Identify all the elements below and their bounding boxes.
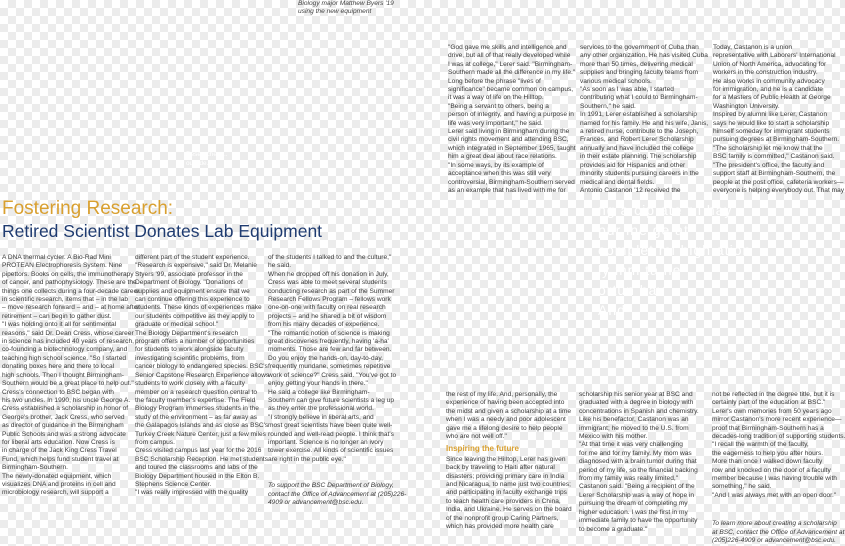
- text-line: proof that Birmingham-Southern has a: [712, 424, 824, 432]
- text-line: "At that time it was very challenging: [579, 441, 683, 449]
- text-line: A DNA thermal cycler. A Bio-Rad Mini: [2, 254, 111, 261]
- text-line: services to the government of Cuba than: [580, 44, 699, 51]
- text-line: and participating in faculty exchange trips: [446, 489, 567, 497]
- text-line: not be reflected in the degree title, but it is: [712, 391, 835, 398]
- text-line: He also works in community advocacy: [713, 77, 825, 85]
- text-line: as an example that has lived with me for: [448, 186, 566, 194]
- text-line: pipettors. Books on cells, the immunotherapy: [2, 270, 134, 278]
- text-line: for me and for my family. My mom was: [579, 449, 692, 457]
- text-line: "The romantic notion of science is making: [268, 329, 390, 337]
- text-line: He said a college like Birmingham-: [268, 388, 370, 396]
- text-line: More than once I walked down faculty: [712, 458, 823, 466]
- text-line: life was very important," he said.: [448, 119, 543, 127]
- text-line: support staff at Birmingham-Southern, the: [713, 170, 836, 178]
- text-line: graduate or medical school.": [135, 321, 219, 329]
- overlay-text-line: ng a cip ate r l hay: [598, 202, 733, 218]
- text-line: when I was a needy and poor adolescent: [446, 416, 566, 424]
- text-line: and Nicaragua, to name just two countries;: [446, 481, 571, 489]
- text-line: Styers '99, associate professor in the: [135, 270, 243, 278]
- photo-overlay: [598, 200, 840, 360]
- text-line: students to work closely with a faculty: [135, 380, 245, 388]
- text-line: "In some ways, by its example of: [448, 161, 544, 169]
- text-line: high schools. Then I thought Birmingham-: [2, 371, 124, 379]
- text-line: for students to work alongside faculty: [135, 346, 244, 354]
- text-line: period of my life, so the financial backing: [579, 466, 698, 474]
- text-line: contributing what I could to Birmingham-: [580, 94, 698, 102]
- footer-line: at BSC, contact the Office of Advancement at: [712, 528, 845, 536]
- text-line: various medical schools.: [580, 77, 652, 85]
- text-line: he said.: [268, 262, 292, 270]
- text-line: it was a way of life on the Hilltop.: [448, 94, 544, 102]
- overlay-text-line: ortun hav: [598, 282, 666, 298]
- text-line: disasters; providing primary care in India: [446, 472, 565, 480]
- text-line: "I recall the warmth of the faculty,: [712, 441, 809, 449]
- text-line: The newly-donated equipment, which: [2, 472, 112, 480]
- text-line: Southern," he said.: [580, 102, 636, 110]
- text-line: Antonio Castanon '12 received the: [580, 186, 681, 194]
- text-line: work of science?" Cress said. "You've got to: [268, 371, 397, 379]
- bottom-column-1: [446, 391, 570, 532]
- text-line: "I strongly believe in liberal arts, and: [268, 413, 374, 421]
- text-line: study of the environment – as far away as: [135, 413, 258, 421]
- text-line: different part of the student experience.: [135, 254, 250, 261]
- text-line: any other organization. He has visited Cuba: [580, 52, 708, 60]
- text-line: cancer biology to endangered species. BSC's: [135, 363, 268, 371]
- article-footer-note: [268, 482, 407, 507]
- text-line: Washington University.: [713, 102, 780, 110]
- text-line: everyone is helping everybody out. That may: [713, 186, 845, 194]
- text-line: teaching high school science. "So I started: [2, 354, 127, 362]
- text-line: PROTEAN Electrophoresis System. Nine: [2, 262, 123, 270]
- text-line: supplies and bringing faculty teams from: [580, 69, 699, 77]
- text-line: him a great deal about race relations.: [448, 153, 557, 161]
- text-line: tower exercise. All kinds of scientific issues: [268, 447, 394, 455]
- text-line: workers in the construction industry.: [713, 69, 818, 77]
- text-line: In 1991, Lerer established a scholarship: [580, 111, 697, 119]
- text-line: Lerer said living in Birmingham during the: [448, 128, 570, 136]
- text-line: retirement – can begin to gather dust.: [2, 312, 112, 320]
- text-line: Public Schools and was a strong advocate: [2, 430, 126, 438]
- text-line: reasons," said Dr. Dean Cress, whose career: [2, 329, 134, 337]
- text-line: scholarship his senior year at BSC and: [579, 391, 693, 398]
- text-line: as they enter the professional world.: [268, 405, 374, 413]
- text-line: experience of having been accepted into: [446, 399, 565, 407]
- text-line: Fund, which helps fund student travel at: [2, 455, 119, 463]
- article-kicker: Fostering Research:: [2, 198, 174, 219]
- text-line: Frances, and Robert Lerer Scholarship: [580, 136, 694, 144]
- text-line: to teach health care providers in China,: [446, 497, 561, 505]
- article-column-3: [268, 254, 407, 507]
- photo-caption: [298, 0, 448, 16]
- text-line: BSC family is committed," Castanon said.: [713, 153, 835, 161]
- text-line: supplies and equipment ensure that we: [135, 287, 250, 295]
- text-line: investigating scientific problems, from: [135, 354, 245, 362]
- text-line: program offers a number of opportunities: [135, 338, 255, 346]
- text-line: the faculty member's expertise. The Field: [135, 396, 256, 404]
- text-line: graduated with a degree in biology with: [579, 399, 694, 407]
- text-line: Do you enjoy the hands-on, day-to-day,: [268, 354, 383, 362]
- text-line: which integrated in September 1965, taught: [448, 144, 576, 152]
- text-line: Cress's connection to BSC began with: [2, 388, 114, 396]
- text-line: himself someday for immigrant students: [713, 128, 830, 136]
- top-column-2: [580, 44, 709, 195]
- text-line: the Galapagos Islands and as close as BSC's: [135, 422, 269, 430]
- text-line: representative with Laborers' International: [713, 52, 836, 60]
- text-line: of cancer, and pathophysiology. These are the: [2, 279, 137, 287]
- text-line: row and knocked on the door of a faculty: [712, 466, 831, 474]
- text-line: can continue offering this experience to: [135, 296, 250, 304]
- text-line: as director of guidance in the Birmingham: [2, 422, 124, 430]
- text-line: great discoveries frequently, having 'a-ha': [268, 338, 389, 346]
- text-line: one-on-one with faculty on real research: [268, 304, 386, 312]
- text-line: co-founding a biotechnology company, and: [2, 346, 128, 354]
- text-line: in scientific research, items that – in the lab: [2, 296, 129, 304]
- text-line: immigrant; he moved to the U.S. from: [579, 424, 689, 432]
- text-line: Union of North America, advocating for: [713, 60, 827, 68]
- text-line: named for his family. He and his wife, Janis,: [580, 119, 709, 127]
- article-column-1: [2, 254, 140, 498]
- text-line: for immigration, and he is a candidate: [713, 86, 823, 94]
- text-line: a retired nurse, contribute to the Joseph,: [580, 128, 699, 136]
- text-line: Like his benefactor, Castanon was an: [579, 416, 689, 424]
- text-line: visualizes DNA and proteins in cell and: [2, 480, 116, 488]
- text-line: When he dropped off his donation in July,: [268, 270, 389, 278]
- bottom-footer-note: [712, 520, 845, 545]
- text-line: Today, Castanon is a union: [713, 44, 793, 51]
- text-line: significance" became common on campus,: [448, 86, 574, 94]
- text-line: provides aid for Hispanics and other: [580, 161, 686, 169]
- text-line: from his many decades of experience.: [268, 321, 380, 329]
- text-line: Southern made all the difference in my life.": [448, 69, 576, 77]
- overlay-text-line: complet mi high ation: [598, 242, 752, 258]
- text-line: Cress established a scholarship in honor of: [2, 405, 129, 413]
- text-line: Castanon said. "Being a recipient of the: [579, 483, 695, 491]
- text-line: our students competitive as they apply to: [135, 312, 255, 320]
- text-line: member on a research question central to: [135, 388, 258, 396]
- top-column-1: [448, 44, 576, 195]
- text-line: Stephens Science Center.: [135, 480, 212, 488]
- text-line: Mexico with his mother.: [579, 433, 648, 441]
- text-line: "Research is expensive," said Dr. Melanie: [135, 262, 257, 270]
- text-line: gave me a lifelong desire to help people: [446, 424, 563, 432]
- text-line: higher education. I was the first in my: [579, 508, 688, 516]
- footer-line: To learn more about creating a scholarship: [712, 520, 837, 528]
- text-line: in charge of the Jack King Cress Travel: [2, 447, 117, 455]
- text-line: who are not well off.": [446, 433, 507, 441]
- text-line: "The president's office, the faculty and: [713, 161, 825, 169]
- photo-caption-line: Biology major Matthew Byers '19: [298, 0, 394, 7]
- text-line: for liberal arts education. Now Cress is: [2, 438, 115, 446]
- text-line: Biology Department housed in the Elton B.: [135, 472, 260, 480]
- text-line: things one collects during a four-decade career: [2, 287, 140, 295]
- text-line: are right in the public eye.": [268, 455, 346, 463]
- text-line: decades-long tradition of supporting students.: [712, 433, 845, 441]
- text-line: Southern would be a great place to help out.": [2, 380, 134, 388]
- text-line: "Being a servant to others, being a: [448, 102, 549, 110]
- text-line: – move research forward – and – at home after: [2, 304, 140, 312]
- text-line: Since leaving the Hilltop, Lerer has given: [446, 455, 566, 463]
- text-line: in science has included 40 years of research,: [2, 338, 134, 346]
- text-line: which has provided more health care: [446, 523, 554, 531]
- text-line: Inspired by alumni like Lerer, Castanon: [713, 111, 827, 119]
- text-line: "God gave me skills and intelligence and: [448, 44, 567, 51]
- text-line: minority students pursuing careers in the: [580, 170, 699, 178]
- ghost-caption: [186, 150, 228, 168]
- text-line: most great scientists have been quite well-: [268, 422, 393, 430]
- text-line: important. Science is no longer an ivory: [268, 438, 384, 446]
- text-line: donating boxes here and there to local: [2, 363, 115, 371]
- article-column-2: [135, 254, 270, 498]
- text-line: the midst and given a scholarship at a time: [446, 407, 571, 415]
- text-line: annually and have included the college: [580, 144, 694, 152]
- text-line: Biology Program immerses students in the: [135, 405, 259, 413]
- text-line: from my family was really limited,": [579, 475, 679, 483]
- text-line: his two uncles. In 1990, his uncle George A.: [2, 396, 131, 404]
- text-line: Long before the phrase "lives of: [448, 77, 541, 85]
- text-line: person of integrity, and having a purpose in: [448, 111, 574, 119]
- footer-line: contact the Office of Advancement at (205)226-: [268, 490, 407, 498]
- photo-caption-line: using the new equipment: [298, 8, 372, 16]
- text-line: enjoy getting your hands in there.": [268, 380, 368, 388]
- text-line: from campus.: [135, 438, 175, 446]
- overlay-text-line: pur ine ge at: [598, 222, 689, 238]
- text-line: more than 50 times, delivering medical: [580, 60, 693, 68]
- section-subhead: Inspiring the future: [446, 444, 519, 454]
- text-line: Senior Capstone Research Experience allows: [135, 371, 270, 379]
- text-line: I was at college," Lerer said. "Birmingham-: [448, 60, 573, 68]
- text-line: member because I was having trouble with: [712, 475, 837, 483]
- bottom-column-3: [712, 391, 845, 546]
- text-line: something," he said.: [712, 483, 772, 491]
- text-line: Birmingham-Southern.: [2, 464, 68, 472]
- text-line: acceptance when this was still very: [448, 170, 551, 178]
- text-line: frequently mundane, sometimes repetitive: [268, 363, 391, 371]
- text-line: The Biology Department's research: [135, 329, 239, 337]
- bottom-column-2: [579, 391, 703, 534]
- text-line: Turkey Creek Nature Center, just a few miles: [135, 430, 266, 438]
- text-line: "And I was always met with an open door.": [712, 491, 837, 499]
- text-line: Lerer's own memories from 50 years ago: [712, 407, 832, 415]
- overlay-text-line: And: [598, 302, 626, 318]
- text-line: George's brother, Jack Cress, who served: [2, 413, 125, 421]
- article-headline: Retired Scientist Donates Lab Equipment: [2, 221, 323, 241]
- text-line: back by traveling to Haiti after natural: [446, 464, 555, 472]
- text-line: Department of Biology. "Donations of: [135, 279, 243, 287]
- ghost-caption-line: outside...: [186, 160, 212, 167]
- footer-line: To support the BSC Department of Biology,: [268, 482, 394, 490]
- text-line: people at the post office, cafeteria workers—: [713, 178, 844, 186]
- text-line: says he would like to start a scholarship: [713, 119, 830, 127]
- text-line: India, and Ukraine. He serves on the board: [446, 506, 572, 514]
- text-line: mirror Castanon's more recent experience—: [712, 416, 842, 424]
- text-line: Cress visited campus last year for the 2016: [135, 447, 262, 455]
- text-line: the rest of my life. And, personally, the: [446, 391, 558, 398]
- text-line: students. These kinds of experiences make: [135, 304, 262, 312]
- text-line: Lerer Scholarship was a way of hope in: [579, 491, 695, 499]
- text-line: of the students I talked to and the culture,": [268, 254, 392, 261]
- text-line: Cress was able to meet several students: [268, 279, 387, 287]
- text-line: rounded and well-read people. I think that's: [268, 430, 394, 438]
- text-line: in their estate planning. The scholarship: [580, 153, 697, 161]
- text-line: projects – and he shared a bit of wisdom: [268, 312, 387, 320]
- text-line: medical and dental fields.: [580, 178, 655, 186]
- top-column-3: [713, 44, 845, 195]
- ghost-caption-line: Researchers...: [186, 151, 228, 158]
- text-line: certainly part of the education at BSC.": [712, 399, 826, 407]
- text-line: to become a graduate.": [579, 525, 648, 533]
- text-line: pursuing degrees at Birmingham-Southern.: [713, 136, 840, 144]
- text-line: BSC Scholarship Reception. He met students: [135, 455, 269, 463]
- text-line: conducting research as part of the Summer: [268, 287, 395, 295]
- text-line: microbiology research, will support a: [2, 489, 109, 497]
- text-line: "I was really impressed with the quality: [135, 489, 249, 497]
- overlay-text-line: ly mm ta he: [598, 262, 682, 278]
- footer-line: 4909 or advancement@bsc.edu.: [268, 498, 364, 506]
- footer-line: (205)226-4909 or advancement@bsc.edu.: [712, 537, 836, 545]
- text-line: for a Masters of Public Health at George: [713, 94, 831, 102]
- text-line: of the nonprofit group Caring Partners,: [446, 514, 559, 522]
- text-line: controversial, Birmingham-Southern served: [448, 178, 575, 186]
- text-line: drive, but all of that really developed while: [448, 52, 571, 60]
- text-line: "I was holding onto it all for sentimental: [2, 321, 117, 329]
- text-line: pursuing the dream of completing my: [579, 500, 688, 508]
- text-line: the eagerness to help you after hours.: [712, 449, 824, 457]
- text-line: immediate family to have the opportunity: [579, 517, 698, 525]
- text-line: civil rights movement and attending BSC,: [448, 136, 569, 144]
- text-line: diagnosed with a brain tumor during that: [579, 458, 697, 466]
- text-line: concentrations in Spanish and chemistry.: [579, 407, 699, 415]
- text-line: Research Fellows Program – fellows work: [268, 296, 391, 304]
- text-line: "The scholarship let me know that the: [713, 144, 823, 152]
- text-line: moments. Those are few and far between.: [268, 346, 392, 354]
- text-line: "As soon as I was able, I started: [580, 86, 674, 94]
- text-line: Southern can give future scientists a leg up: [268, 396, 395, 404]
- text-line: and toured the classrooms and labs of the: [135, 464, 258, 472]
